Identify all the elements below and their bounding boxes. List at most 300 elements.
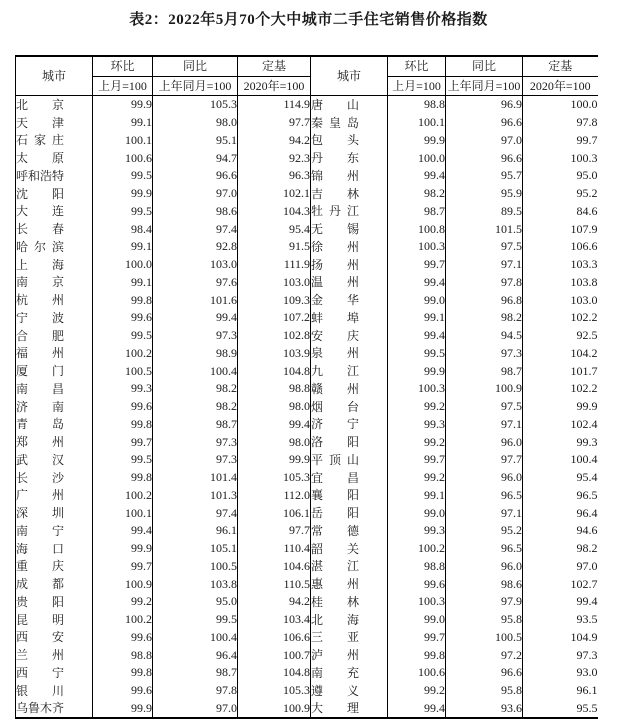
mom-value-cell: 100.3 [388, 238, 446, 256]
city-cell [16, 380, 93, 398]
mom-value-cell: 99.5 [93, 167, 153, 185]
city-cell [311, 96, 388, 114]
mom-value-cell: 99.2 [93, 593, 153, 611]
mom-value-cell: 99.9 [388, 362, 446, 380]
yoy-value-cell: 97.1 [446, 416, 523, 434]
fixed-value-cell: 98.0 [238, 398, 311, 416]
header-yoy-base-left: 上年同月=100 [153, 77, 238, 96]
fixed-value-cell: 103.4 [238, 611, 311, 629]
mom-value-cell: 99.9 [93, 700, 153, 719]
city-name: 锦 州 [311, 168, 359, 183]
fixed-value-cell: 97.8 [576, 115, 598, 130]
mom-value-cell: 99.6 [93, 629, 153, 647]
fixed-value-cell: 94.6 [576, 523, 598, 538]
city-cell [16, 416, 93, 434]
city-cell [16, 504, 93, 522]
fixed-value-cell: 100.9 [238, 700, 311, 719]
city-cell [311, 504, 388, 522]
city-cell [311, 309, 388, 327]
fixed-value-cell: 102.1 [238, 185, 311, 203]
table-row [16, 522, 598, 540]
mom-value-cell: 99.1 [93, 274, 153, 292]
yoy-value-cell: 98.2 [446, 309, 523, 327]
yoy-value-cell: 95.8 [446, 682, 523, 700]
mom-value-cell: 98.4 [93, 220, 153, 238]
city-name: 西 宁 [16, 665, 64, 680]
city-cell [16, 433, 93, 451]
city-cell [311, 149, 388, 167]
city-name: 南 充 [311, 665, 359, 680]
city-name: 宁 波 [16, 310, 64, 325]
city-name: 哈 尔 滨 [16, 239, 64, 254]
mom-value-cell: 99.8 [93, 291, 153, 309]
city-name: 呼 和 浩 特 [16, 168, 65, 183]
fixed-value-cell: 94.2 [238, 593, 311, 611]
city-name: 洛 阳 [311, 435, 359, 449]
yoy-value-cell: 96.6 [446, 664, 523, 682]
fixed-value-cell: 91.5 [238, 238, 311, 256]
yoy-value-cell: 95.0 [153, 593, 238, 611]
fixed-value-cell: 93.0 [576, 665, 598, 680]
city-name: 三 亚 [311, 630, 359, 645]
table-row [16, 380, 598, 398]
mom-value-cell: 98.2 [388, 185, 446, 203]
city-cell [16, 167, 93, 185]
table-row [16, 416, 598, 434]
yoy-value-cell: 95.2 [446, 522, 523, 540]
table-header [16, 56, 598, 96]
yoy-value-cell: 97.4 [153, 504, 238, 522]
city-name: 襄 阳 [311, 488, 359, 503]
city-name: 蚌 埠 [311, 310, 359, 325]
city-name: 济 宁 [311, 417, 359, 432]
city-cell [311, 646, 388, 664]
city-name: 桂 林 [311, 594, 359, 609]
city-name: 安 庆 [311, 328, 359, 343]
header-fixed-base-right: 2020年=100 [529, 79, 591, 93]
city-name: 大 理 [311, 701, 359, 716]
city-name: 牡 丹 江 [311, 204, 359, 219]
city-name: 温 州 [311, 275, 359, 290]
fixed-value-cell: 92.5 [576, 328, 598, 343]
city-cell [311, 700, 388, 719]
table-row [16, 433, 598, 451]
fixed-value-cell: 96.4 [576, 505, 598, 520]
city-name: 遵 义 [311, 683, 359, 698]
yoy-value-cell: 96.9 [446, 96, 523, 114]
city-cell [16, 611, 93, 629]
fixed-value-cell: 106.1 [238, 504, 311, 522]
page-title: 表2：2022年5月70个大中城市二手住宅销售价格指数 [129, 12, 488, 28]
city-cell [311, 593, 388, 611]
header-city-right: 城市 [311, 56, 388, 96]
city-name: 长 春 [16, 222, 64, 236]
table-row [16, 487, 598, 505]
yoy-value-cell: 98.7 [153, 416, 238, 434]
header-mom-base-left: 上月=100 [93, 77, 153, 96]
fixed-value-cell: 102.2 [570, 381, 598, 396]
table-row [16, 558, 598, 576]
table-row [16, 398, 598, 416]
table-row [16, 540, 598, 558]
city-cell [16, 469, 93, 487]
city-name: 徐 州 [311, 239, 359, 254]
yoy-value-cell: 100.5 [153, 558, 238, 576]
fixed-value-cell: 99.4 [238, 416, 311, 434]
header-fixed-right: 定基 [523, 56, 598, 77]
table-row [16, 220, 598, 238]
fixed-value-cell: 84.6 [576, 203, 598, 218]
fixed-value-cell: 100.3 [570, 150, 598, 165]
fixed-value-cell: 102.2 [570, 310, 598, 325]
yoy-value-cell: 96.6 [153, 167, 238, 185]
city-name: 西 安 [16, 630, 64, 645]
city-name: 吉 林 [311, 186, 359, 201]
yoy-value-cell: 96.0 [446, 469, 523, 487]
city-cell [16, 220, 93, 238]
mom-value-cell: 100.5 [93, 362, 153, 380]
fixed-value-cell: 101.7 [570, 363, 598, 378]
fixed-value-cell: 99.9 [576, 399, 598, 414]
yoy-value-cell: 96.4 [153, 646, 238, 664]
mom-value-cell: 99.2 [388, 398, 446, 416]
mom-value-cell: 99.4 [388, 700, 446, 719]
fixed-value-cell: 99.3 [576, 434, 598, 449]
table-row [16, 274, 598, 292]
city-cell [311, 114, 388, 132]
fixed-value-cell: 112.0 [238, 487, 311, 505]
mom-value-cell: 98.8 [388, 96, 446, 114]
table-row [16, 96, 598, 114]
city-cell [16, 149, 93, 167]
city-name: 包 头 [311, 133, 359, 148]
yoy-value-cell: 96.0 [446, 558, 523, 576]
yoy-value-cell: 96.6 [446, 114, 523, 132]
mom-value-cell: 99.5 [93, 203, 153, 221]
city-cell [311, 575, 388, 593]
fixed-value-cell: 104.6 [238, 558, 311, 576]
city-cell [16, 682, 93, 700]
yoy-value-cell: 97.2 [446, 646, 523, 664]
city-name: 惠 州 [311, 577, 359, 591]
city-cell [311, 540, 388, 558]
mom-value-cell: 99.1 [388, 487, 446, 505]
yoy-value-cell: 101.4 [153, 469, 238, 487]
city-name: 九 江 [311, 364, 359, 378]
city-name: 济 南 [16, 399, 64, 414]
mom-value-cell: 99.9 [388, 132, 446, 150]
city-cell [311, 327, 388, 345]
fixed-value-cell: 103.3 [570, 257, 598, 272]
mom-value-cell: 99.9 [93, 185, 153, 203]
table-row [16, 646, 598, 664]
city-cell [311, 203, 388, 221]
city-name: 广 州 [16, 488, 64, 503]
yoy-value-cell: 99.5 [153, 611, 238, 629]
city-cell [311, 629, 388, 647]
fixed-value-cell: 100.0 [570, 97, 598, 112]
mom-value-cell: 100.2 [388, 540, 446, 558]
fixed-value-cell: 95.5 [576, 700, 598, 715]
mom-value-cell: 100.2 [93, 487, 153, 505]
city-name: 南 京 [16, 275, 64, 290]
yoy-value-cell: 101.3 [153, 487, 238, 505]
table-row [16, 185, 598, 203]
city-cell [16, 629, 93, 647]
yoy-value-cell: 96.8 [446, 291, 523, 309]
city-name: 银 川 [16, 683, 64, 698]
mom-value-cell: 99.9 [93, 96, 153, 114]
city-name: 沈 阳 [16, 186, 64, 201]
city-name: 平 顶 山 [311, 452, 359, 467]
yoy-value-cell: 97.4 [153, 220, 238, 238]
mom-value-cell: 100.2 [93, 345, 153, 363]
yoy-value-cell: 97.3 [446, 345, 523, 363]
fixed-value-cell: 110.4 [238, 540, 311, 558]
city-cell [311, 682, 388, 700]
yoy-value-cell: 96.0 [446, 433, 523, 451]
city-name: 宜 昌 [311, 470, 359, 485]
yoy-value-cell: 98.0 [153, 114, 238, 132]
yoy-value-cell: 96.5 [446, 487, 523, 505]
city-name: 丹 东 [311, 151, 359, 165]
city-cell [311, 220, 388, 238]
city-cell [311, 487, 388, 505]
city-cell [311, 398, 388, 416]
city-name: 昆 明 [16, 612, 64, 627]
city-name: 唐 山 [311, 97, 359, 112]
yoy-value-cell: 100.5 [446, 629, 523, 647]
yoy-value-cell: 96.6 [446, 149, 523, 167]
yoy-value-cell: 95.9 [446, 185, 523, 203]
city-name: 南 昌 [16, 381, 64, 396]
table-body [16, 96, 598, 719]
table-row [16, 682, 598, 700]
city-cell [311, 522, 388, 540]
fixed-value-cell: 99.4 [576, 594, 598, 609]
table-row [16, 629, 598, 647]
mom-value-cell: 100.6 [388, 664, 446, 682]
yoy-value-cell: 98.6 [446, 575, 523, 593]
city-cell [16, 700, 93, 719]
city-name: 北 京 [16, 97, 64, 112]
table-row [16, 132, 598, 150]
city-cell [311, 469, 388, 487]
city-cell [311, 185, 388, 203]
fixed-value-cell: 98.8 [238, 380, 311, 398]
fixed-value-cell: 99.9 [238, 451, 311, 469]
mom-value-cell: 99.0 [388, 611, 446, 629]
header-mom-base-right: 上月=100 [388, 77, 446, 96]
city-name: 南 宁 [16, 523, 64, 538]
mom-value-cell: 99.8 [93, 664, 153, 682]
table-row [16, 114, 598, 132]
city-name: 泸 州 [311, 648, 359, 662]
table-row [16, 451, 598, 469]
fixed-value-cell: 110.5 [238, 575, 311, 593]
city-name: 烟 台 [311, 399, 359, 414]
table-row [16, 611, 598, 629]
mom-value-cell: 98.7 [388, 203, 446, 221]
fixed-value-cell: 95.2 [576, 186, 598, 201]
city-cell [16, 664, 93, 682]
city-cell [311, 238, 388, 256]
fixed-value-cell: 102.8 [238, 327, 311, 345]
yoy-value-cell: 95.1 [153, 132, 238, 150]
yoy-value-cell: 97.3 [153, 327, 238, 345]
fixed-value-cell: 102.4 [570, 416, 598, 431]
fixed-value-cell: 105.3 [238, 469, 311, 487]
yoy-value-cell: 98.2 [153, 398, 238, 416]
mom-value-cell: 99.1 [388, 309, 446, 327]
city-cell [311, 167, 388, 185]
fixed-value-cell: 97.3 [576, 647, 598, 662]
yoy-value-cell: 97.6 [153, 274, 238, 292]
header-yoy-base-right: 上年同月=100 [446, 77, 523, 96]
mom-value-cell: 99.4 [388, 327, 446, 345]
yoy-value-cell: 97.1 [446, 504, 523, 522]
mom-value-cell: 100.1 [388, 114, 446, 132]
fixed-value-cell: 95.4 [238, 220, 311, 238]
city-name: 青 岛 [16, 417, 64, 432]
fixed-value-cell: 95.4 [576, 470, 598, 485]
fixed-value-cell: 103.0 [238, 274, 311, 292]
table-row [16, 700, 598, 719]
fixed-value-cell: 94.2 [238, 132, 311, 150]
city-cell [16, 256, 93, 274]
mom-value-cell: 100.1 [93, 504, 153, 522]
mom-value-cell: 99.5 [93, 451, 153, 469]
city-cell [16, 646, 93, 664]
header-yoy-right: 同比 [446, 56, 523, 77]
yoy-value-cell: 98.7 [446, 362, 523, 380]
fixed-value-cell: 96.3 [238, 167, 311, 185]
fixed-value-cell: 92.3 [238, 149, 311, 167]
yoy-value-cell: 103.8 [153, 575, 238, 593]
city-name: 天 津 [16, 115, 64, 130]
mom-value-cell: 99.1 [93, 114, 153, 132]
city-cell [16, 291, 93, 309]
yoy-value-cell: 100.4 [153, 362, 238, 380]
mom-value-cell: 99.8 [93, 416, 153, 434]
price-index-table [15, 55, 598, 719]
mom-value-cell: 100.3 [388, 593, 446, 611]
city-cell [16, 238, 93, 256]
fixed-value-cell: 96.1 [576, 683, 598, 698]
mom-value-cell: 99.3 [93, 380, 153, 398]
city-name: 泉 州 [311, 346, 359, 361]
table-row [16, 203, 598, 221]
fixed-value-cell: 103.9 [238, 345, 311, 363]
table-row [16, 664, 598, 682]
fixed-value-cell: 100.4 [570, 452, 598, 467]
city-cell [311, 274, 388, 292]
yoy-value-cell: 97.7 [446, 451, 523, 469]
mom-value-cell: 100.2 [93, 611, 153, 629]
city-name: 兰 州 [16, 648, 64, 662]
yoy-value-cell: 95.8 [446, 611, 523, 629]
mom-value-cell: 99.7 [93, 558, 153, 576]
city-cell [311, 345, 388, 363]
mom-value-cell: 99.8 [388, 646, 446, 664]
mom-value-cell: 99.6 [388, 575, 446, 593]
city-cell [311, 362, 388, 380]
city-cell [16, 593, 93, 611]
table-row [16, 504, 598, 522]
city-cell [311, 132, 388, 150]
fixed-value-cell: 97.0 [576, 558, 598, 573]
city-cell [311, 291, 388, 309]
mom-value-cell: 99.3 [388, 416, 446, 434]
yoy-value-cell: 97.8 [446, 274, 523, 292]
header-fixed-base-left: 2020年=100 [238, 77, 311, 96]
city-name: 太 原 [16, 151, 64, 165]
yoy-value-cell: 94.7 [153, 149, 238, 167]
mom-value-cell: 99.2 [388, 682, 446, 700]
header-fixed-left: 定基 [238, 56, 311, 77]
yoy-value-cell: 100.4 [153, 629, 238, 647]
header-mom-left: 环比 [93, 56, 153, 77]
mom-value-cell: 100.0 [93, 256, 153, 274]
city-cell [16, 203, 93, 221]
fixed-value-cell: 109.3 [238, 291, 311, 309]
city-cell [16, 345, 93, 363]
fixed-value-cell: 99.7 [576, 132, 598, 147]
table-row [16, 469, 598, 487]
yoy-value-cell: 95.7 [446, 167, 523, 185]
fixed-value-cell: 97.7 [238, 114, 311, 132]
yoy-value-cell: 97.0 [153, 185, 238, 203]
yoy-value-cell: 97.5 [446, 398, 523, 416]
fixed-value-cell: 104.9 [570, 629, 598, 644]
mom-value-cell: 99.6 [93, 682, 153, 700]
city-cell [16, 114, 93, 132]
city-name: 石 家 庄 [16, 133, 64, 148]
fixed-value-cell: 95.0 [576, 168, 598, 183]
table-row [16, 149, 598, 167]
fixed-value-cell: 93.5 [576, 612, 598, 627]
mom-value-cell: 99.6 [93, 398, 153, 416]
mom-value-cell: 99.5 [388, 345, 446, 363]
yoy-value-cell: 97.5 [446, 238, 523, 256]
fixed-value-cell: 97.7 [238, 522, 311, 540]
city-name: 秦 皇 岛 [311, 115, 359, 130]
table-row [16, 327, 598, 345]
table-row [16, 238, 598, 256]
city-name: 无 锡 [311, 222, 359, 236]
mom-value-cell: 99.4 [388, 274, 446, 292]
yoy-value-cell: 105.3 [153, 96, 238, 114]
city-name: 上 海 [16, 257, 64, 272]
city-name: 大 连 [16, 204, 64, 219]
yoy-value-cell: 92.8 [153, 238, 238, 256]
yoy-value-cell: 94.5 [446, 327, 523, 345]
city-name: 郑 州 [16, 435, 64, 449]
city-name: 贵 阳 [16, 594, 64, 609]
yoy-value-cell: 98.7 [153, 664, 238, 682]
mom-value-cell: 99.8 [93, 469, 153, 487]
city-name: 海 口 [16, 541, 64, 556]
city-name: 杭 州 [16, 293, 64, 307]
city-cell [16, 362, 93, 380]
yoy-value-cell: 100.9 [446, 380, 523, 398]
city-cell [311, 256, 388, 274]
yoy-value-cell: 98.9 [153, 345, 238, 363]
mom-value-cell: 99.1 [93, 238, 153, 256]
mom-value-cell: 99.4 [93, 522, 153, 540]
city-cell [16, 327, 93, 345]
city-cell [311, 451, 388, 469]
